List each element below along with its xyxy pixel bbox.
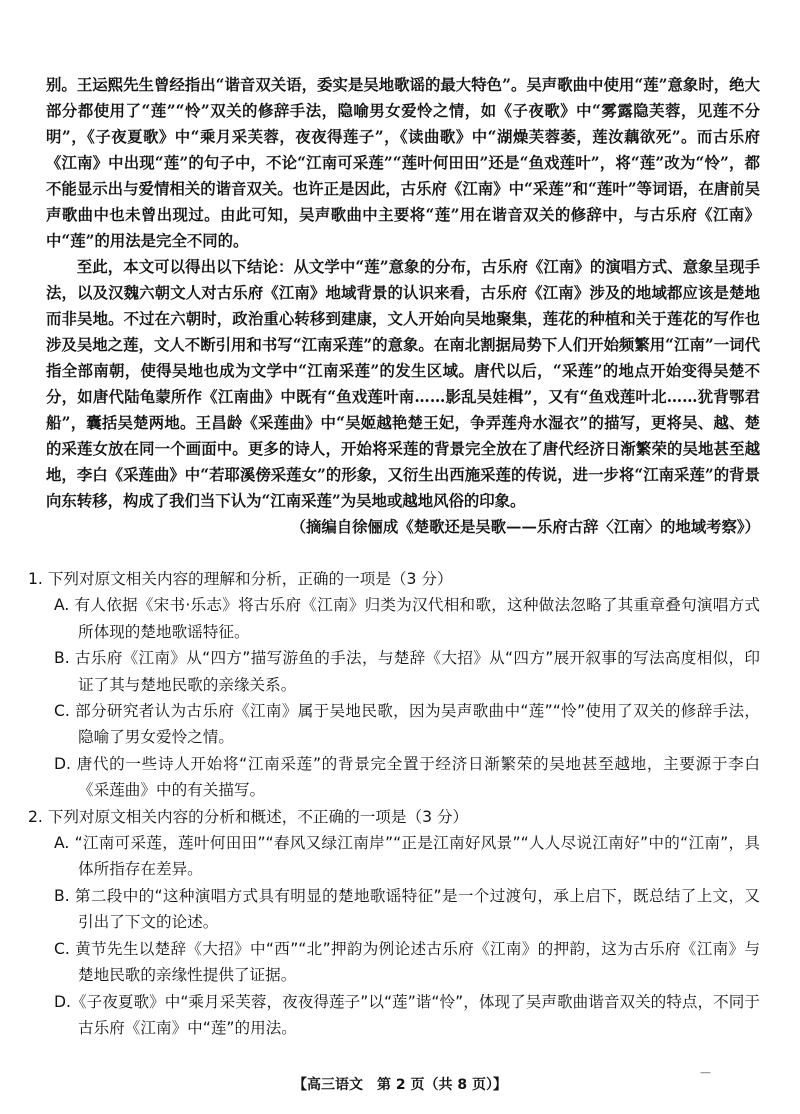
page-footer: 【高三语文 第 2 页（共 8 页）】 xyxy=(293,1077,507,1093)
passage-paragraph-2: 至此，本文可以得出以下结论：从文学中“莲”意象的分布，古乐府《江南》的演唱方式、意象呈现手法，以及汉魏六朝文人对古乐府《江南》地域背景的认识来看，古乐府《江南》涉及的地域都应该是楚地而非吴地。不过在六朝时，政治重心转移到建康，文人开始向吴地聚集，莲花的种植和关于莲花的写作也涉及吴地之莲，文人不断引用和书写“江南采莲”的意象。在南北割据局势下人们开始频繁用“江南”一词代指全部南朝，使得吴地也成为文学中“江南采莲”的发生区域。唐代以后，“采莲”的地点开始变得吴楚不分，如唐代陆龟蒙所作《江南曲》中既有“鱼戏莲叶南……影乱吴娃楫”，又有“鱼戏莲叶北……犹背鄂君船”，囊括吴楚两地。王昌龄《采莲曲》中“吴姬越艳楚王妃，争弄莲舟水湿衣”的描写，更将吴、越、楚的采莲女放在同一个画面中。更多的诗人，开始将采莲的背景完全放在了唐代经济日渐繁荣的吴地甚至越地，李白《采莲曲》中“若耶溪傍采莲女”的形象，又衍生出西施采莲的传说，进一步将“江南采莲”的背景向东转移，构成了我们当下认为“江南采莲”为吴地或越地风俗的印象。 xyxy=(46,258,760,510)
question-2-stem: 2. 下列对原文相关内容的分析和概述，不正确的一项是（3 分） xyxy=(28,807,469,826)
question-2 xyxy=(28,804,760,1042)
question-2-option-b: B. 第二段中的“这种演唱方式具有明显的楚地歌谣特征”是一个过渡句，承上启下，既总结了上文，又引出了下文的论述。 xyxy=(54,886,760,932)
question-1-option-c: C. 部分研究者认为古乐府《江南》属于吴地民歌，因为吴声歌曲中“莲”“怜”使用了双关的修辞手法，隐喻了男女爱怜之情。 xyxy=(54,702,760,747)
passage-source-citation: （摘编自徐俪成《楚歌还是吴歌——乐府古辞〈江南〉的地域考察》） xyxy=(290,518,760,536)
question-1-option-d: D. 唐代的一些诗人开始将“江南采莲”的背景完全置于经济日渐繁荣的吴地甚至越地，主要源于李白《采莲曲》中的有关描写。 xyxy=(54,754,760,800)
question-2-option-d: D.《子夜夏歌》中“乘月采芙蓉，夜夜得莲子”以“莲”谐“怜”，体现了吴声歌曲谐音双关的特点，不同于古乐府《江南》中“莲”的用法。 xyxy=(54,992,760,1037)
question-section xyxy=(28,566,760,1041)
question-2-option-a: A. “江南可采莲，莲叶何田田”“春风又绿江南岸”“正是江南好风景”“人人尽说江南好”中的“江南”，具体所指存在差异。 xyxy=(54,834,760,879)
question-1-option-a: A. 有人依据《宋书·乐志》将古乐府《江南》归类为汉代相和歌，这种做法忽略了其重章叠句演唱方式所体现的楚地歌谣特征。 xyxy=(54,596,760,641)
question-2-option-c: C. 黄节先生以楚辞《大招》中“西”“北”押韵为例论述古乐府《江南》的押韵，这为古乐府《江南》与楚地民歌的亲缘性提供了证据。 xyxy=(54,939,760,985)
question-1-option-b: B. 古乐府《江南》从“四方”描写游鱼的手法，与楚辞《大招》从“四方”展开叙事的写法高度相似，印证了其与楚地民歌的亲缘关系。 xyxy=(54,649,760,694)
passage-paragraph-1: 别。王运熙先生曾经指出“谐音双关语，委实是吴地歌谣的最大特色”。吴声歌曲中使用“莲”意象时，绝大部分都使用了“莲”“怜”双关的修辞手法，隐喻男女爱怜之情，如《子夜歌》中“雾露隐芙蓉，见莲不分明”，《子夜夏歌》中“乘月采芙蓉，夜夜得莲子”，《读曲歌》中“湖燥芙蓉萎，莲汝藕欲死”。而古乐府《江南》中出现“莲”的句子中，不论“江南可采莲”“莲叶何田田”还是“鱼戏莲叶”，将“莲”改为“怜”，都不能显示出与爱情相关的谐音双关。也许正是因此，古乐府《江南》中“采莲”和“莲叶”等词语，在唐前吴声歌曲中也未曾出现过。由此可知，吴声歌曲中主要将“莲”用在谐音双关的修辞中，与古乐府《江南》中“莲”的用法是完全不同的。 xyxy=(46,76,760,250)
reading-passage xyxy=(46,72,760,540)
corner-mark: — xyxy=(700,1066,711,1079)
question-1-stem: 1. 下列对原文相关内容的理解和分析，正确的一项是（3 分） xyxy=(28,570,453,588)
question-1 xyxy=(28,566,760,804)
